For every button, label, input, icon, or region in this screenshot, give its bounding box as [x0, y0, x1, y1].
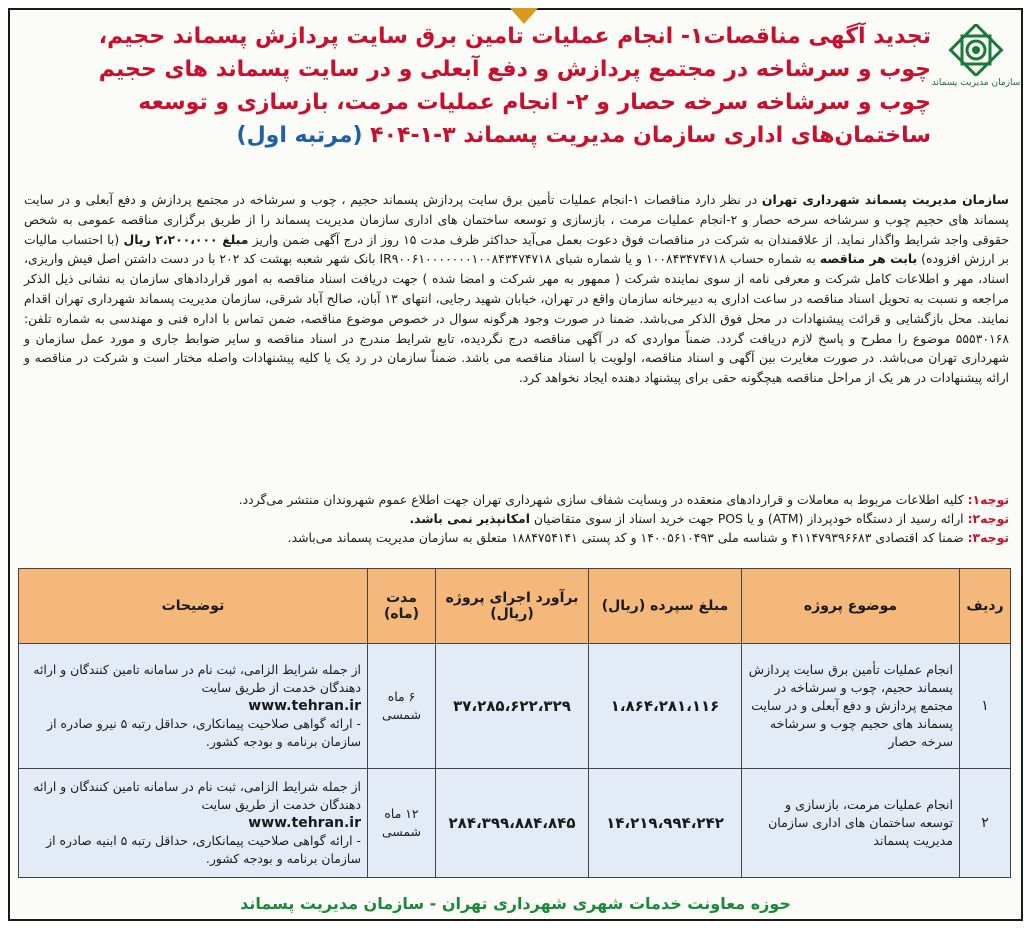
body-part-1: در نظر دارد مناقصات ۱-انجام عملیات تأمین برق سایت پردازش پسماند حجیم ، چوب و سرشاخه در مجتمع پردازش و دفع آبعلی و در سایت پسماند های حجیم چوب و سرشاخه سرخه حصار و ۲-انجام عملیات مرمت ، بازسازی و توسعه ساختمان های اداری سازمان مدیریت پسماند را از طریق برگزاری مناقصه عمومی به شخص حقوقی واجد شرایط واگذار نماید. از علاقمندان به شرکت در مناقصات فوق دعوت بعمل می‌آید حداکثر ظرف مدت ۱۵ روز از درج آگهی ضمن واریز [24, 192, 1009, 247]
col-index: ردیف [960, 569, 1011, 644]
row-subject: انجام عملیات مرمت، بازسازی و توسعه ساختمان های اداری سازمان مدیریت پسماند [742, 769, 960, 878]
logo-org-name: سازمان مدیریت پسماند [931, 78, 1021, 88]
row-description [19, 769, 368, 878]
title-rank: (مرتبه اول) [236, 123, 363, 148]
note-text: کلیه اطلاعات مربوط به معاملات و قراردادهای منعقده در وبسایت شفاف سازی شهرداری تهران جهت اطلاع عموم شهروندان منتشر می‌گردد. [238, 492, 968, 507]
row-duration: ۱۲ ماه شمسی [368, 769, 436, 878]
body-part-3: به شماره حساب ۱۰۰۸۴۳۴۷۴۷۱۸ و یا شماره شبای IR۹۰۰۶۱۰۰۰۰۰۰۰۱۰۰۸۴۳۴۷۴۷۱۸ بانک شهر شعبه بهشت کد ۲۰۲ با در دست داشتن اصل فیش واریزی، اسناد، مهر و اطلاعات کامل شرکت و معرفی نامه از سوی نماینده شرکت ( ممهور به مهر شرکت و امضا شده ) جهت دریافت اسناد مناقصه به امور قراردادهای سازمان به نشانی ذیل الذکر مراجعه و نسبت به تحویل اسناد مناقصه در ساعت اداری به دبیرخانه سازمان واقع در تهران، خیابان شهید رجایی، انتهای ۱۳ آبان، صالح آباد شرقی، سازمان مدیریت پسماند شهرداری تهران اقدام نمایند. محل بازگشایی و قرائت پیشنهادات در محل فوق الذکر می‌باشد. ضمنا در صورت وجود هرگونه سوال در خصوص موضوع مناقصه، ضمن تماس با اداره فنی و مهندسی به شماره تلفن: ۵۵۵۳۰۱۶۸ موضوع را مطرح و پاسخ لازم دریافت گردد. ضمناً مواردی که در آگهی مناقصه درج نگردیده، تابع شرایط مندرج در اسناد مناقصه و سایر ضوابط جاری و مورد عمل سازمان و شهرداری تهران می‌باشد. در صورت مغایرت بین آگهی و اسناد مناقصه، اولویت با اسناد مناقصه می باشد. ضمناً سازمان در رد یک یا کلیه پیشنهادات واصله مختار است و شرکت در مناقصه و ارائه پیشنهادات در هر یک از مراحل مناقصه هیچگونه حقی برای پیشنهاد دهنده ایجاد نخواهد کرد. [24, 251, 1009, 386]
footer: حوزه معاونت خدمات شهری شهرداری تهران - سازمان مدیریت پسماند [240, 894, 791, 913]
note-text: ارائه رسید از دستگاه خودپرداز (ATM) و یا POS جهت خرید اسناد از سوی متقاضیان [529, 511, 968, 526]
title-line-3: چوب و سرشاخه سرخه حصار و ۲- انجام عملیات مرمت، بازسازی و توسعه [138, 90, 931, 115]
table-row [19, 644, 1011, 769]
desc-line: از جمله شرایط الزامی، ثبت نام در سامانه تامین کنندگان و ارائه دهندگان خدمت از طریق سایت [33, 779, 361, 812]
table-header-row [19, 569, 1011, 644]
col-deposit: مبلغ سپرده (ریال) [589, 569, 742, 644]
title-last: ساختمان‌های اداری سازمان مدیریت پسماند ۳-۱-۴۰۴ [370, 123, 931, 148]
note-label: توجه۲: [967, 511, 1009, 526]
title-line-4 [24, 119, 931, 152]
row-index: ۱ [960, 644, 1011, 769]
title-line-1: تجدید آگهی مناقصات۱- انجام عملیات تامین برق سایت پردازش پسماند حجیم، [98, 24, 931, 49]
desc-website-link: www.tehran.ir [248, 815, 361, 831]
desc-line: - ارائه گواهی صلاحیت پیمانکاری، حداقل رتبه ۵ ابنیه صادره از سازمان برنامه و بودجه کشور. [46, 833, 361, 866]
note-3 [24, 528, 1009, 547]
notes [24, 490, 1009, 547]
note-1 [24, 490, 1009, 509]
row-deposit: ۱۴،۲۱۹،۹۹۴،۲۴۲ [589, 769, 742, 878]
col-subject: موضوع پروژه [742, 569, 960, 644]
notice-title [24, 20, 931, 152]
body-amount: مبلغ ۲،۲۰۰،۰۰۰ ریال [123, 231, 249, 247]
tender-notice [8, 8, 1023, 921]
row-description [19, 644, 368, 769]
note-label: توجه۳: [967, 530, 1009, 545]
body-each: بابت هر مناقصه [819, 251, 918, 267]
body-part-2: (با احتساب مالیات بر ارزش افزوده) [24, 231, 1009, 267]
row-duration: ۶ ماه شمسی [368, 644, 436, 769]
col-estimate: برآورد اجرای پروژه (ریال) [436, 569, 589, 644]
row-index: ۲ [960, 769, 1011, 878]
tehran-municipality-logo-icon [948, 24, 1004, 76]
note-label: توجه۱: [967, 492, 1009, 507]
tender-table [18, 568, 1011, 878]
row-estimate: ۳۷،۲۸۵،۶۲۲،۳۲۹ [436, 644, 589, 769]
org-logo [931, 24, 1021, 94]
table-row [19, 769, 1011, 878]
title-line-2: چوب و سرشاخه در مجتمع پردازش و دفع آبعلی و در سایت پسماند های حجیم [98, 57, 931, 82]
row-subject: انجام عملیات تأمین برق سایت پردازش پسماند حجیم، چوب و سرشاخه در مجتمع پردازش و دفع آبعلی و در سایت پسماند های حجیم چوب و سرشاخه سرخه حصار [742, 644, 960, 769]
row-estimate: ۲۸۴،۳۹۹،۸۸۴،۸۴۵ [436, 769, 589, 878]
col-description: توضیحات [19, 569, 368, 644]
body-lead: سازمان مدیریت پسماند شهرداری تهران [761, 192, 1009, 207]
note-bold: امکانپذیر نمی باشد. [409, 511, 530, 526]
note-text: ضمنا کد اقتصادی ۴۱۱۴۷۹۳۹۶۶۸۳ و شناسه ملی ۱۴۰۰۵۶۱۰۴۹۳ و کد پستی ۱۸۸۴۷۵۴۱۴۱ متعلق به سازمان مدیریت پسماند می‌باشد. [287, 530, 968, 545]
note-2 [24, 509, 1009, 528]
row-deposit: ۱،۸۶۴،۲۸۱،۱۱۶ [589, 644, 742, 769]
desc-website-link: www.tehran.ir [248, 698, 361, 714]
desc-line: از جمله شرایط الزامی، ثبت نام در سامانه تامین کنندگان و ارائه دهندگان خدمت از طریق سایت [33, 662, 361, 695]
col-duration: مدت (ماه) [368, 569, 436, 644]
desc-line: - ارائه گواهی صلاحیت پیمانکاری، حداقل رتبه ۵ نیرو صادره از سازمان برنامه و بودجه کشور. [47, 716, 361, 749]
notice-body [24, 190, 1009, 388]
